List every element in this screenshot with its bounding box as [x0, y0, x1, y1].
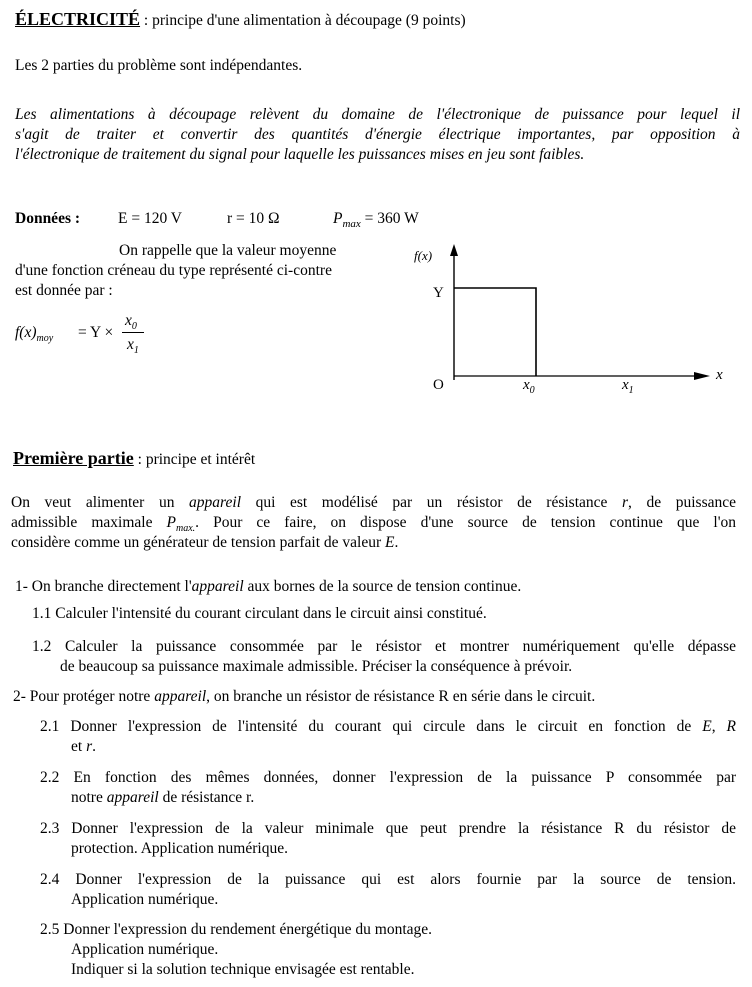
intro-text: On veut alimenter un: [11, 494, 190, 511]
graph-x1-label: [622, 376, 634, 400]
heading: [15, 10, 735, 30]
q2-5-line: Indiquer si la solution technique envisagée est rentable.: [71, 961, 415, 978]
intro-line: Les alimentations à découpage relèvent du domaine de l'électronique de puissance pour lequel il: [15, 106, 740, 123]
question-2-1: [40, 718, 736, 756]
q2-1-text: et: [71, 738, 87, 755]
question-2: [13, 688, 595, 706]
formula-fraction-bar: [122, 332, 144, 333]
document-title: ÉLECTRICITÉ: [15, 9, 141, 29]
donnees-pmax: [333, 210, 419, 233]
q2-1-r: r: [86, 738, 93, 755]
intro-text: considère comme un générateur de tension parfait de valeur: [11, 534, 385, 551]
q1-text: 1- On branche directement l': [15, 578, 192, 595]
q2-2-appareil: appareil: [106, 789, 159, 806]
rappel-line-2: d'une fonction créneau du type représenté ci-contre: [15, 262, 332, 279]
intro-pmax-sub: max.: [175, 523, 196, 535]
pmax-subscript: max: [342, 218, 361, 231]
formula-equals: = Y ×: [78, 324, 114, 341]
intro-text: .: [394, 534, 399, 551]
x1-subscript: 1: [628, 385, 634, 396]
formula-num-x: x: [125, 312, 132, 329]
q1-text: aux bornes de la source de tension continue.: [243, 578, 522, 595]
q2-1-text: ,: [711, 718, 727, 735]
question-1-1: 1.1 Calculer l'intensité du courant circulant dans le circuit ainsi constitué.: [32, 605, 487, 622]
independent-note: Les 2 parties du problème sont indépendantes.: [15, 57, 303, 74]
q2-2-line: 2.2 En fonction des mêmes données, donner l'expression de la puissance P consommée par: [40, 769, 736, 786]
q2-2-line: [40, 789, 736, 807]
question-2-2: [40, 769, 736, 807]
x0-subscript: 0: [529, 385, 535, 396]
graph-y-label: f(x): [414, 248, 433, 263]
rappel-line-3: est donnée par :: [15, 282, 113, 299]
formula-den-x: x: [127, 336, 134, 353]
question-2-5: [40, 921, 736, 979]
intro-line: s'agit de traiter et convertir des quantités d'énergie électrique importantes, par opposition à: [15, 126, 740, 143]
y-axis-arrow: [450, 244, 458, 256]
formula-num-sub: 0: [131, 321, 137, 333]
x-axis-arrow: [694, 372, 710, 380]
q2-1-line: [40, 738, 736, 756]
part1-intro-line: [11, 494, 736, 514]
intro-text: qui est modélisé par un résistor de résistance: [241, 494, 622, 511]
pmax-symbol: P: [333, 210, 343, 227]
q2-text: 2- Pour protéger notre: [13, 688, 155, 705]
intro-text: . Pour ce faire, on dispose d'une source de tension continue que l'on: [195, 514, 737, 531]
document-subtitle: : principe d'une alimentation à découpage (9 points): [140, 12, 466, 29]
q2-1-e: E: [702, 718, 712, 735]
part1-heading: [13, 449, 255, 469]
q2-text: , on branche un résistor de résistance R en série dans le circuit.: [206, 688, 596, 705]
graph-y-level: Y: [433, 285, 444, 301]
question-2-3: [40, 820, 736, 858]
q2-1-r-cap: R: [726, 718, 737, 735]
square-wave-graph: [400, 238, 740, 398]
x1-symbol: x: [622, 377, 629, 393]
donnees-r: r = 10 Ω: [227, 210, 280, 227]
formula-moy: moy: [36, 333, 54, 345]
q2-4-line: Application numérique.: [71, 891, 219, 908]
question-1: [15, 578, 521, 596]
q2-3-line: 2.3 Donner l'expression de la valeur minimale que peut prendre la résistance R du résistor de: [40, 820, 736, 837]
donnees-label: Données :: [15, 210, 81, 227]
intro-text: admissible maximale: [11, 514, 167, 531]
graph-x0-label: [523, 376, 535, 400]
intro-r: r: [622, 494, 629, 511]
square-pulse: [454, 288, 536, 376]
x0-symbol: x: [523, 377, 530, 393]
graph-origin: O: [433, 377, 444, 393]
mean-value-formula: [15, 312, 145, 362]
q2-1-text: 2.1 Donner l'expression de l'intensité du courant qui circule dans le circuit en fonction de: [40, 718, 703, 735]
q2-5-line: Application numérique.: [71, 941, 219, 958]
intro-line: l'électronique de traitement du signal pour laquelle les puissances mises en jeu sont faibles.: [15, 146, 585, 163]
q2-5-line: 2.5 Donner l'expression du rendement énergétique du montage.: [40, 921, 433, 938]
question-1-2: [32, 638, 736, 676]
formula-den-sub: 1: [133, 345, 139, 357]
q2-4-line: 2.4 Donner l'expression de la puissance qui est alors fournie par la source de tension.: [40, 871, 736, 888]
question-2-4: [40, 871, 736, 909]
intro-appareil: appareil: [189, 494, 241, 511]
part1-intro-line: [11, 534, 736, 554]
rappel-line-1: On rappelle que la valeur moyenne: [119, 242, 337, 259]
q1-2-line: de beaucoup sa puissance maximale admissible. Préciser la conséquence à prévoir.: [60, 658, 573, 675]
formula-fx: f(x): [15, 324, 37, 341]
intro-text: , de puissance: [628, 494, 737, 511]
intro-paragraph: [15, 106, 740, 166]
donnees-e: E = 120 V: [118, 210, 182, 227]
q2-2-text: de résistance r.: [158, 789, 255, 806]
part1-intro-line: [11, 514, 736, 534]
q2-1-text: .: [92, 738, 96, 755]
q1-2-line: 1.2 Calculer la puissance consommée par le résistor et montrer numériquement qu'elle dépasse: [32, 638, 736, 655]
q1-appareil: appareil: [191, 578, 244, 595]
q2-3-line: protection. Application numérique.: [71, 840, 288, 857]
q2-2-text: notre: [71, 789, 107, 806]
q2-appareil: appareil: [154, 688, 207, 705]
formula-denominator: [127, 336, 139, 360]
intro-e: E: [385, 534, 395, 551]
part1-intro: [11, 494, 736, 554]
graph-x-label: x: [716, 367, 723, 383]
formula-lhs: [15, 324, 53, 348]
part1-subtitle: : principe et intérêt: [133, 451, 256, 468]
q2-1-line: [40, 718, 736, 738]
part1-title: Première partie: [13, 448, 134, 468]
intro-p: P: [166, 514, 176, 531]
pmax-value: = 360 W: [360, 210, 419, 227]
